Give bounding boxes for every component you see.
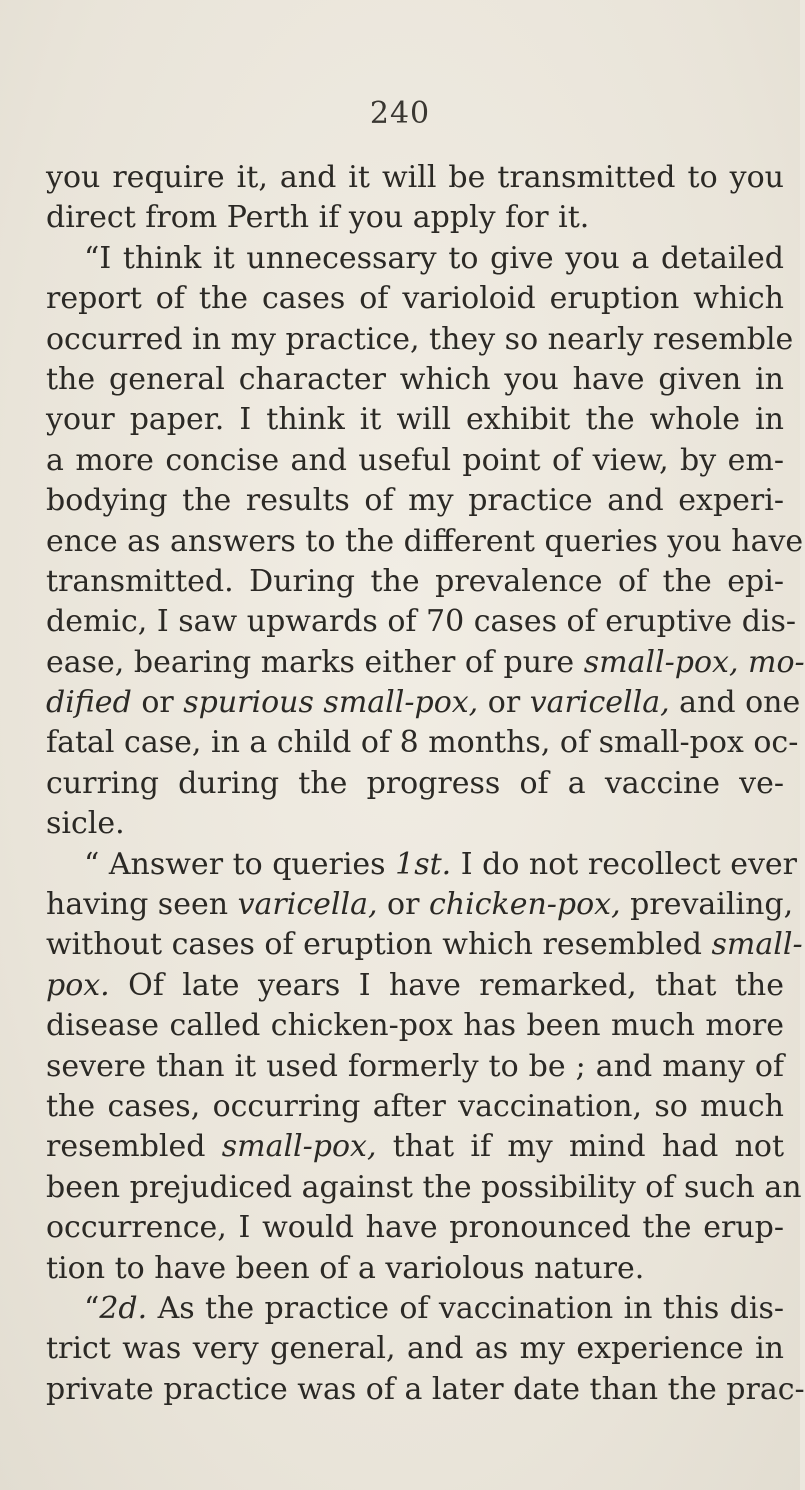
italic-run: dified [46, 685, 132, 721]
text-run: having seen [46, 887, 238, 923]
text-run: and one [669, 685, 801, 721]
text-run: resembled [46, 1129, 222, 1165]
italic-run: 2d. [99, 1290, 148, 1326]
text-run: that if my mind had not [376, 1129, 785, 1165]
italic-run: varicella, [529, 685, 670, 721]
italic-run: small- [711, 927, 803, 963]
text-line: ence as answers to the different queries you have [46, 523, 804, 559]
text-line: transmitted. During the prevalence of the epi- [46, 563, 784, 599]
text-line: been prejudiced against the possibility of such an [46, 1169, 802, 1205]
text-line [46, 845, 797, 885]
text-line: private practice was of a later date than the prac- [46, 1371, 805, 1407]
text-line: occurrence, I would have pronounced the erup- [46, 1210, 784, 1246]
text-line [46, 683, 801, 723]
italic-run: 1st. [395, 846, 452, 882]
text-line [46, 1127, 784, 1167]
text-run: without cases of eruption which resembled [46, 927, 712, 963]
text-run: or [377, 887, 429, 923]
italic-run: pox. [46, 967, 110, 1003]
text-line: curring during the progress of a vaccine ve- [46, 765, 784, 801]
text-line: trict was very general, and as my experience in [46, 1331, 784, 1367]
text-run: Of late years I have remarked, that the [109, 967, 784, 1003]
text-line: tion to have been of a variolous nature. [46, 1250, 645, 1286]
body-text [46, 158, 805, 1410]
text-line: fatal case, in a child of 8 months, of small-pox oc- [46, 725, 799, 761]
text-run: “ [84, 1290, 100, 1326]
text-line: report of the cases of varioloid eruption which [46, 281, 784, 317]
text-line: a more concise and useful point of view, by em- [46, 442, 784, 478]
text-line: sicle. [46, 806, 125, 842]
text-line: severe than it used formerly to be ; and many of [46, 1048, 784, 1084]
text-line [46, 966, 784, 1006]
text-line: your paper. I think it will exhibit the whole in [46, 402, 784, 438]
text-line: demic, I saw upwards of 70 cases of eruptive dis- [46, 604, 797, 640]
italic-run: varicella, [237, 887, 378, 923]
italic-run: small-pox, [221, 1129, 377, 1165]
text-line: occurred in my practice, they so nearly resemble [46, 321, 794, 357]
text-line: the cases, occurring after vaccination, so much [46, 1088, 784, 1124]
text-line: the general character which you have given in [46, 361, 784, 397]
text-line [46, 925, 803, 965]
text-line [46, 1289, 784, 1329]
text-line: direct from Perth if you apply for it. [46, 200, 590, 236]
text-run: or [478, 685, 530, 721]
text-run: prevailing, [620, 887, 794, 923]
text-run: “ Answer to queries [84, 846, 396, 882]
text-line [46, 643, 805, 683]
italic-run: spurious small-pox, [183, 685, 479, 721]
text-line: bodying the results of my practice and experi- [46, 483, 784, 519]
text-line: you require it, and it will be transmitted to you [46, 160, 784, 195]
text-run: As the practice of vaccination in this dis- [147, 1290, 784, 1326]
page-number: 240 [369, 96, 431, 131]
text-line [46, 885, 794, 925]
text-run: ease, bearing marks either of pure [46, 644, 584, 680]
text-line: disease called chicken-pox has been much more [46, 1008, 784, 1044]
text-run: I do not recollect ever [451, 846, 797, 882]
text-run: or [131, 685, 184, 721]
text-line: “I think it unnecessary to give you a detailed [84, 240, 784, 276]
italic-run: small-pox, mo- [583, 644, 805, 680]
italic-run: chicken-pox, [429, 887, 621, 923]
